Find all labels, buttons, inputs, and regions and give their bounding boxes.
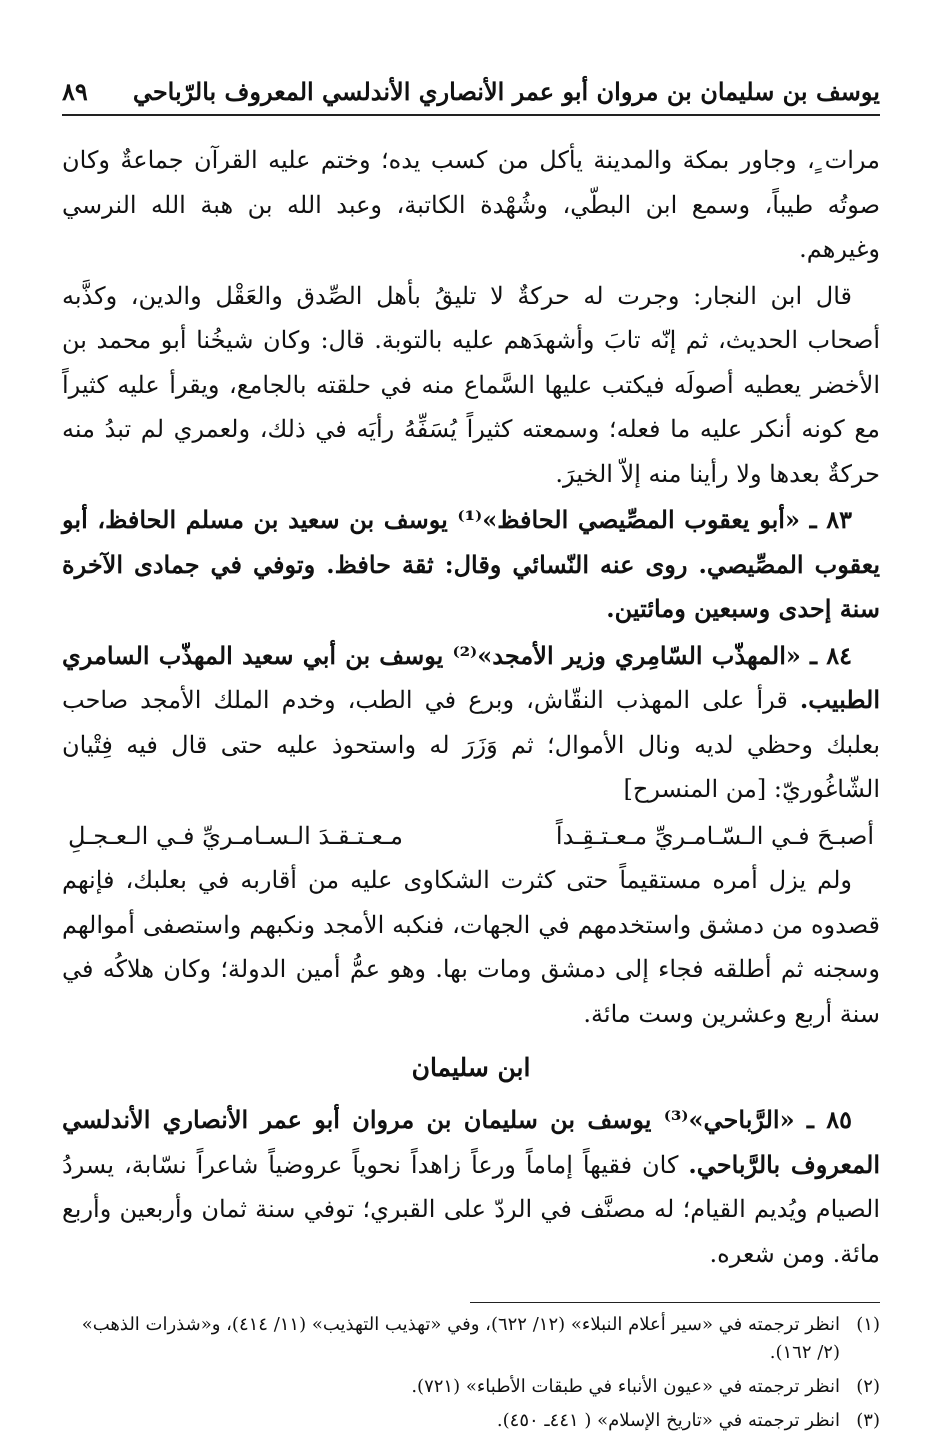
footnote [62, 1373, 880, 1401]
running-title: يوسف بن سليمان بن مروان أبو عمر الأنصاري الأندلسي المعروف بالرّباحي [132, 77, 880, 106]
entry-85-text: كان فقيهاً إماماً ورعاً زاهداً نحوياً عروضياً شاعراً نسّابة، يسردُ الصيام ويُديم القيام؛ له مصنَّف في الردّ على القبري؛ توفي سنة ثمان وأربعين وأربع مائة. ومن شعره. [62, 1150, 881, 1268]
verse-second-hemistich: مـعـتـقـدَ الـسـامـريِّ فـي الـعـجـلِ [68, 821, 403, 850]
footnote-number: (٢) [856, 1376, 880, 1397]
entry-85-heading: ٨٥ ـ «الرَّباحي»⁽³⁾ يوسف بن سليمان بن مروان أبو عمر الأنصاري الأندلسي المعروف بالرَّباحي. [62, 1105, 880, 1179]
entry-84 [62, 634, 880, 812]
footnote-number: (٣) [856, 1410, 880, 1431]
entry-83: ٨٣ ـ «أبو يعقوب المصِّيصي الحافظ»⁽¹⁾ يوسف بن سعيد بن مسلم الحافظ، أبو يعقوب المصِّيصي. روى عنه النّسائي وقال: ثقة حافظ. وتوفي في جمادى الآخرة سنة إحدى وسبعين ومائتين. [62, 505, 880, 623]
page-number: ٨٩ [62, 77, 88, 106]
entry-84-heading: ٨٤ ـ «المهذّب السّامِري وزير الأمجد»⁽²⁾ يوسف بن أبي سعيد المهذّب السامري الطبيب. [62, 640, 880, 714]
footnote-text: انظر ترجمته في «عيون الأنباء في طبقات الأطباء» (٧٢١). [411, 1376, 840, 1397]
footnote-number: (١) [856, 1314, 880, 1335]
footnote [62, 1407, 880, 1435]
entry-84-text: قرأ على المهذب النقّاش، وبرع في الطب، وخدم الملك الأمجد صاحب بعلبك وحظي لديه ونال الأموال؛ ثم وَزَرَ له واستحوذ عليه حتى قال فيه فِتْيان الشّاغُوريّ: [من المنسرح] [62, 686, 880, 803]
poem-verse [62, 814, 880, 859]
footnotes [62, 1311, 880, 1435]
footnote-separator [470, 1302, 880, 1303]
footnote-text: انظر ترجمته في «تاريخ الإسلام» ( ٤٤١ـ ٤٥٠). [496, 1410, 840, 1431]
paragraph: مرات ٍ، وجاور بمكة والمدينة يأكل من كسب يده؛ وختم عليه القرآن جماعةٌ وكان صوتُه طيباً، وسمع ابن البطّي، وشُهْدة الكاتبة، وعبد الله بن هبة الله النرسي وغيرهم. [62, 146, 880, 263]
section-title: ابن سليمان [411, 1053, 531, 1082]
paragraph: قال ابن النجار: وجرت له حركةٌ لا تليقُ بأهل الصِّدق والعَقْل والدين، وكذَّبه أصحاب الحديث، ثم إنّه تابَ وأشهدَهم عليه بالتوبة. قال: وكان شيخُنا أبو محمد بن الأخضر يعطيه أصولَه فيكتب عليها السَّماع منه في حلقته بالجامع، ويقرأ عليه كثيراً مع كونه أنكر عليه ما فعله؛ وسمعته كثيراً يُسَفِّهُ رأيَه في ذلك، ولعمري لم تبدُ منه حركةٌ بعدها ولا رأينا منه إلاّ الخيرَ. [62, 281, 880, 488]
page-header [62, 60, 880, 116]
paragraph: ولم يزل أمره مستقيماً حتى كثرت الشكاوى عليه من أقاربه في بعلبك، فإنهم قصدوه من دمشق واستخدمهم في الجهات، فنكبه الأمجد ونكبهم واستصفى أموالهم وسجنه ثم أطلقه فجاء إلى دمشق ومات بها. وهو عمُّ أمين الدولة؛ وكان هلاكُه في سنة أربع وعشرين وست مائة. [62, 866, 880, 1028]
verse-first-hemistich: أصبـحَ فـي الـسّـامـريِّ مـعـتـقِـداً [555, 821, 874, 850]
entry-85 [62, 1098, 880, 1276]
page-body [62, 138, 880, 1276]
footnote [62, 1311, 880, 1367]
footnote-text: انظر ترجمته في «سير أعلام النبلاء» (١٢/ ٦٢٢)، وفي «تهذيب التهذيب» (١١/ ٤١٤)، و«شذرات الذهب» (٢/ ١٦٢). [81, 1314, 840, 1363]
